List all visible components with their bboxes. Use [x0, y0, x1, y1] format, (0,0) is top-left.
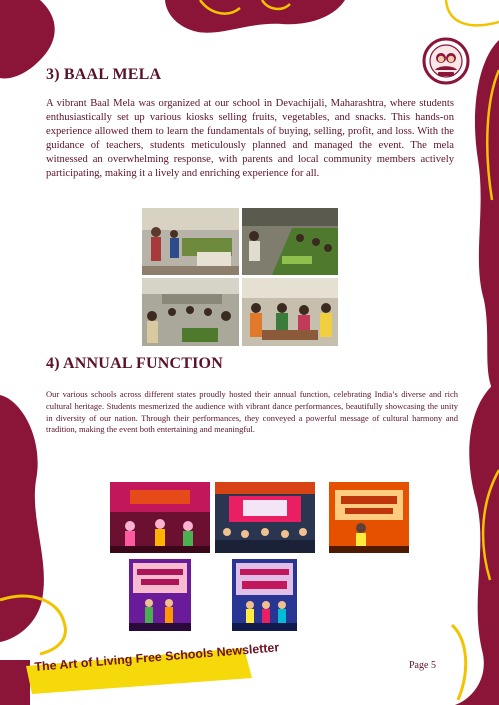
annual-function-photo-3 [329, 482, 409, 553]
baal-mela-photo-4 [242, 278, 338, 346]
newsletter-title: The Art of Living Free Schools Newsletter [34, 640, 280, 674]
annual-function-photo-1 [110, 482, 210, 553]
baal-mela-photo-1 [142, 208, 239, 275]
annual-function-photo-2 [215, 482, 315, 553]
page-number: Page 5 [409, 660, 436, 671]
school-logo-icon [422, 37, 470, 85]
baal-mela-photo-2 [242, 208, 338, 275]
section-heading-baal-mela: 3) BAAL MELA [46, 66, 162, 83]
baal-mela-paragraph: A vibrant Baal Mela was organized at our school in Devachijali, Maharashtra, where students enthusiastically set up various kiosks selling fruits, vegetables, and snacks. This hands-on experience allowed them to learn the fundamentals of buying, selling, profit, and loss. With the guidance of teachers, students meticulously planned and managed the event. The mela witnessed an overwhelming response, with parents and local community members actively participating, making it a lively and enriching experience for all. [46, 98, 454, 180]
annual-function-paragraph: Our various schools across different states proudly hosted their annual function, celebrating India’s diverse and rich cultural heritage. Students mesmerized the audience with vibrant dance performances, beautifully showcasing the unity in diversity of our nation. Through their performances, they conveyed a powerful message of cultural harmony and tradition, making the event both entertaining and meaningful. [46, 389, 458, 435]
annual-function-photo-5 [232, 559, 297, 631]
annual-function-photo-4 [129, 559, 191, 631]
baal-mela-photo-3 [142, 278, 239, 346]
section-heading-annual-function: 4) ANNUAL FUNCTION [46, 355, 223, 372]
